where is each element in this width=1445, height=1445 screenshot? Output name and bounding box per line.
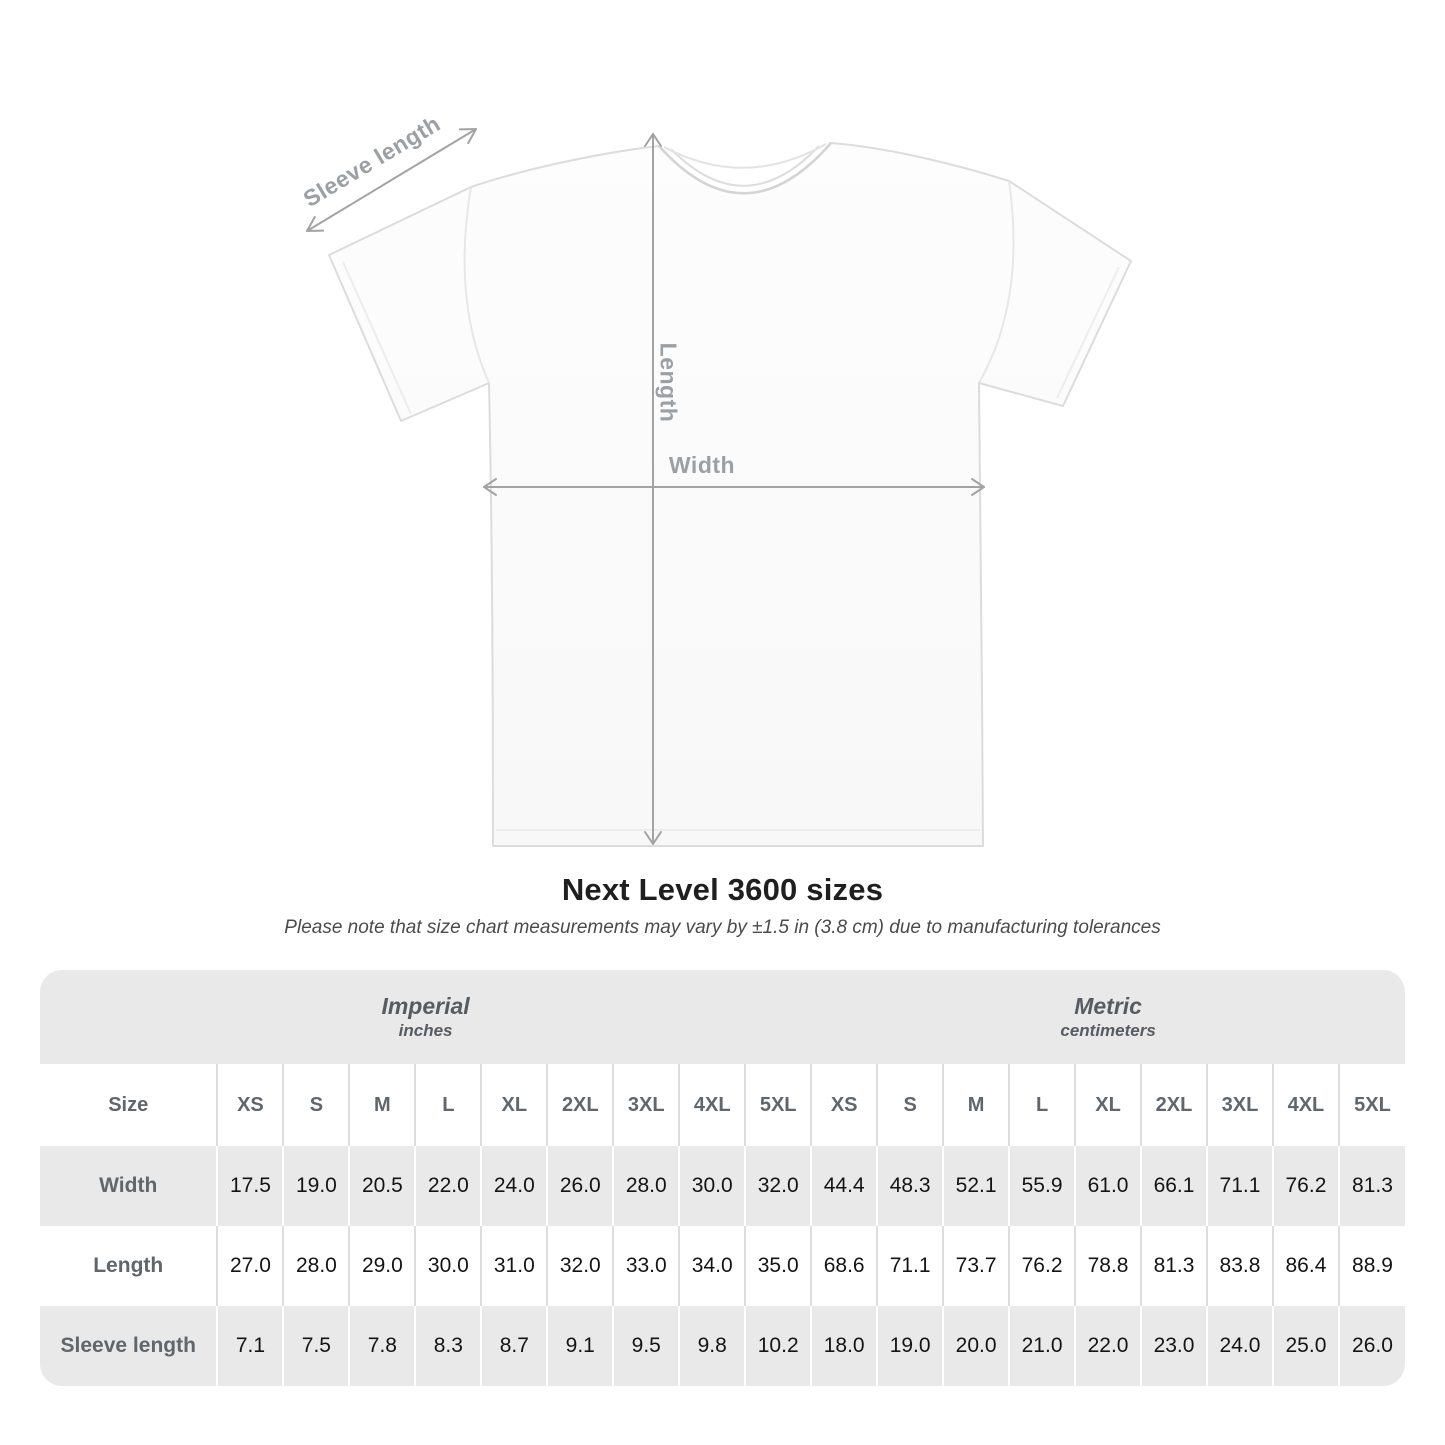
tshirt-outline — [329, 143, 1131, 846]
metric-value: 19.0 — [877, 1306, 943, 1386]
metric-value: 71.1 — [1207, 1146, 1273, 1226]
metric-value: 66.1 — [1141, 1146, 1207, 1226]
imperial-value: 7.8 — [349, 1306, 415, 1386]
size-table — [40, 970, 1405, 1386]
metric-value: 48.3 — [877, 1146, 943, 1226]
size-col-header-imperial-3xl: 3XL — [613, 1064, 679, 1146]
size-col-header-imperial-xs: XS — [217, 1064, 283, 1146]
row-label: Width — [99, 1174, 158, 1197]
size-col-header-metric-3xl: 3XL — [1207, 1064, 1273, 1146]
size-col-header-imperial-s: S — [283, 1064, 349, 1146]
imperial-value: 30.0 — [415, 1226, 481, 1306]
metric-value: 23.0 — [1141, 1306, 1207, 1386]
size-col-header-metric-xl: XL — [1075, 1064, 1141, 1146]
row-label: Sleeve length — [60, 1334, 196, 1357]
imperial-value: 9.8 — [679, 1306, 745, 1386]
imperial-value: 19.0 — [283, 1146, 349, 1226]
size-table-body — [40, 1146, 1405, 1386]
imperial-section-header — [40, 970, 811, 1064]
metric-value: 86.4 — [1273, 1226, 1339, 1306]
imperial-value: 24.0 — [481, 1146, 547, 1226]
metric-value: 21.0 — [1009, 1306, 1075, 1386]
metric-value: 83.8 — [1207, 1226, 1273, 1306]
metric-value: 44.4 — [811, 1146, 877, 1226]
size-col-header-imperial-m: M — [349, 1064, 415, 1146]
metric-value: 18.0 — [811, 1306, 877, 1386]
imperial-value: 31.0 — [481, 1226, 547, 1306]
size-col-header-imperial-l: L — [415, 1064, 481, 1146]
imperial-value: 28.0 — [613, 1146, 679, 1226]
imperial-value: 32.0 — [547, 1226, 613, 1306]
metric-value: 55.9 — [1009, 1146, 1075, 1226]
imperial-value: 22.0 — [415, 1146, 481, 1226]
metric-unit-label: centimeters — [1060, 1021, 1156, 1041]
imperial-value: 26.0 — [547, 1146, 613, 1226]
width-label: Width — [668, 452, 736, 478]
size-col-header-metric-4xl: 4XL — [1273, 1064, 1339, 1146]
measurement-row-width — [40, 1146, 1405, 1226]
measurement-row-sleeve-length — [40, 1306, 1405, 1386]
imperial-value: 35.0 — [745, 1226, 811, 1306]
metric-value: 61.0 — [1075, 1146, 1141, 1226]
imperial-value: 28.0 — [283, 1226, 349, 1306]
sleeve-length-label: Sleeve length — [298, 110, 445, 213]
size-col-header-metric-m: M — [943, 1064, 1009, 1146]
tolerance-note: Please note that size chart measurements may vary by ±1.5 in (3.8 cm) due to manufacturing tolerances — [284, 917, 1161, 938]
metric-value: 78.8 — [1075, 1226, 1141, 1306]
size-col-header-metric-2xl: 2XL — [1141, 1064, 1207, 1146]
size-table-grid — [40, 970, 1405, 1386]
metric-section-title: Metric — [1074, 992, 1142, 1019]
imperial-value: 7.5 — [283, 1306, 349, 1386]
imperial-section-title: Imperial — [381, 992, 470, 1019]
metric-section-header — [811, 970, 1405, 1064]
size-col-header-metric-xs: XS — [811, 1064, 877, 1146]
page-title: Next Level 3600 sizes — [561, 872, 884, 907]
metric-value: 25.0 — [1273, 1306, 1339, 1386]
size-column-header: Size — [108, 1093, 149, 1116]
measurement-row-length — [40, 1226, 1405, 1306]
size-col-header-imperial-4xl: 4XL — [679, 1064, 745, 1146]
imperial-value: 10.2 — [745, 1306, 811, 1386]
imperial-value: 20.5 — [349, 1146, 415, 1226]
size-col-header-metric-l: L — [1009, 1064, 1075, 1146]
metric-value: 81.3 — [1141, 1226, 1207, 1306]
size-header-row — [40, 1064, 1405, 1146]
imperial-value: 9.1 — [547, 1306, 613, 1386]
size-col-header-metric-s: S — [877, 1064, 943, 1146]
heading-block — [0, 872, 1445, 939]
size-col-header-imperial-2xl: 2XL — [547, 1064, 613, 1146]
metric-value: 76.2 — [1009, 1226, 1075, 1306]
metric-value: 24.0 — [1207, 1306, 1273, 1386]
imperial-value: 30.0 — [679, 1146, 745, 1226]
metric-value: 73.7 — [943, 1226, 1009, 1306]
metric-value: 88.9 — [1339, 1226, 1405, 1306]
imperial-value: 34.0 — [679, 1226, 745, 1306]
imperial-value: 29.0 — [349, 1226, 415, 1306]
metric-value: 76.2 — [1273, 1146, 1339, 1226]
metric-value: 68.6 — [811, 1226, 877, 1306]
imperial-value: 17.5 — [217, 1146, 283, 1226]
metric-value: 20.0 — [943, 1306, 1009, 1386]
metric-value: 26.0 — [1339, 1306, 1405, 1386]
imperial-value: 9.5 — [613, 1306, 679, 1386]
metric-value: 52.1 — [943, 1146, 1009, 1226]
imperial-value: 8.3 — [415, 1306, 481, 1386]
unit-header-row — [40, 970, 1405, 1064]
imperial-value: 33.0 — [613, 1226, 679, 1306]
imperial-unit-label: inches — [398, 1021, 453, 1041]
metric-value: 81.3 — [1339, 1146, 1405, 1226]
imperial-value: 8.7 — [481, 1306, 547, 1386]
size-col-header-metric-5xl: 5XL — [1339, 1064, 1405, 1146]
imperial-value: 27.0 — [217, 1226, 283, 1306]
size-col-header-imperial-xl: XL — [481, 1064, 547, 1146]
imperial-value: 7.1 — [217, 1306, 283, 1386]
imperial-value: 32.0 — [745, 1146, 811, 1226]
metric-value: 22.0 — [1075, 1306, 1141, 1386]
row-label: Length — [93, 1254, 164, 1277]
metric-value: 71.1 — [877, 1226, 943, 1306]
size-col-header-imperial-5xl: 5XL — [745, 1064, 811, 1146]
length-label: Length — [655, 342, 682, 423]
